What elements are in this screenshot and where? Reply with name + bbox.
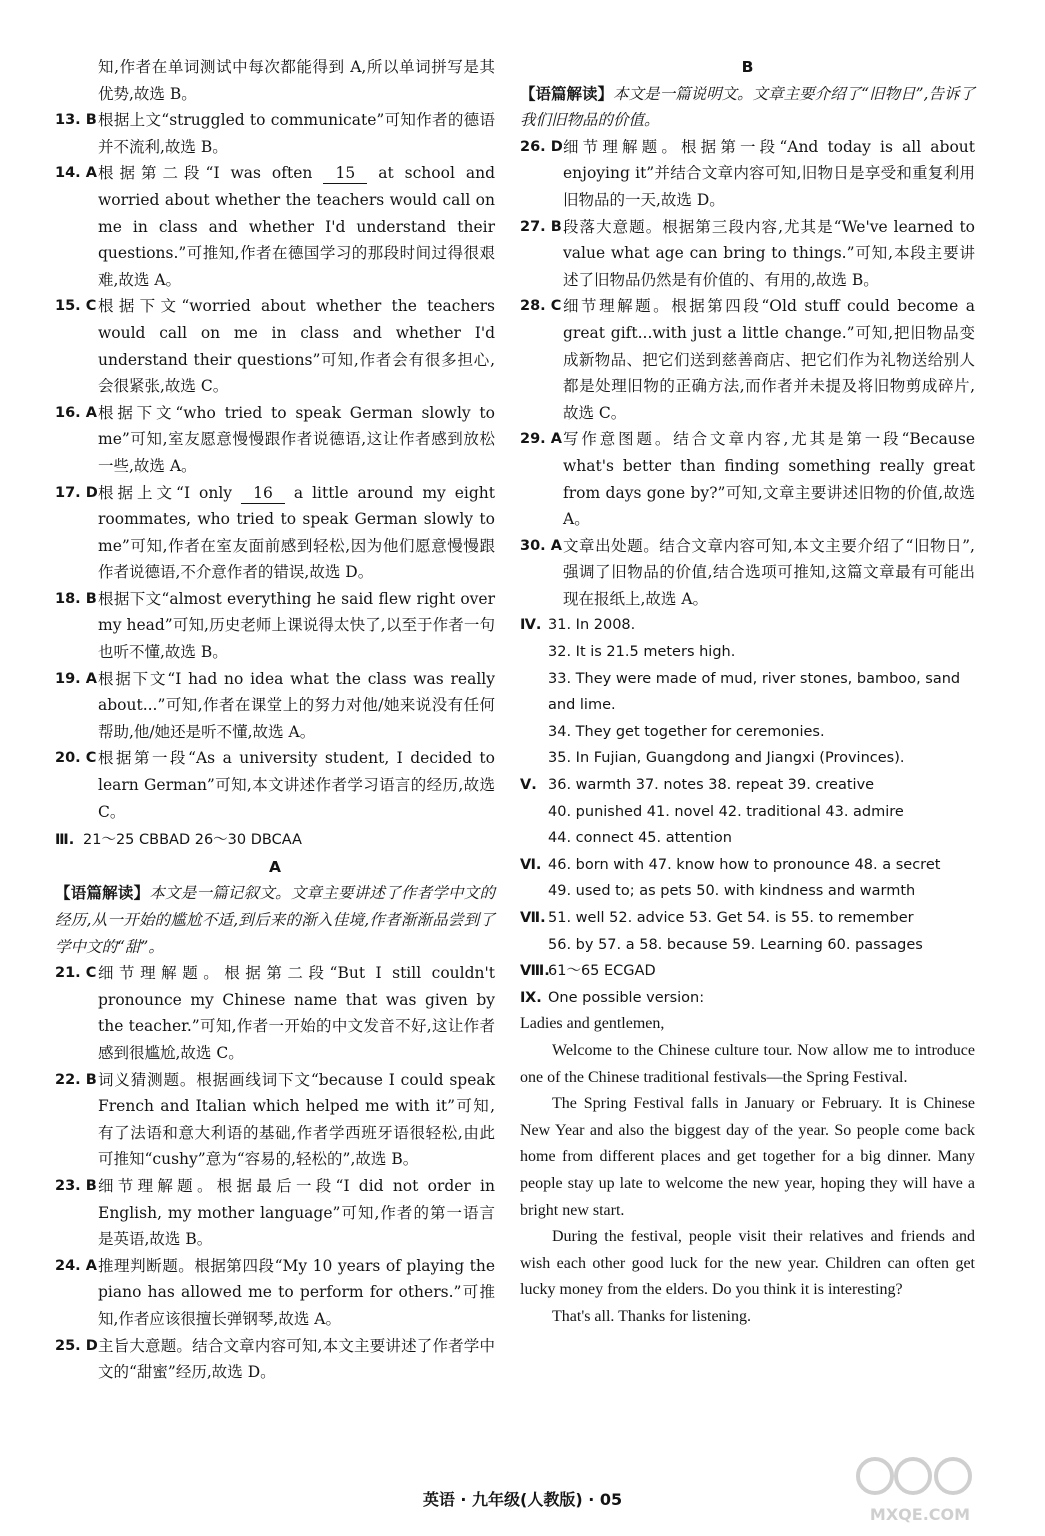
answer-item bbox=[55, 666, 495, 746]
explanation-text: a little around my eight roommates, who tried to speak German slowly to me”可知,作者在室友面前感到轻松,因为他们愿意慢慢跟作者说德语,不介意作者的错误,故选 D。 bbox=[98, 483, 495, 582]
answer-explanation bbox=[98, 1173, 495, 1253]
answers-13-20 bbox=[55, 107, 495, 825]
watermark-logo-icon bbox=[855, 1450, 985, 1528]
answer-explanation bbox=[563, 214, 975, 294]
answers-26-30 bbox=[520, 134, 975, 613]
answers-56-60: 56. by 57. a 58. because 59. Learning 60. passages bbox=[548, 936, 923, 953]
answer-explanation bbox=[98, 1253, 495, 1333]
explanation-text: 根据下文“worried about whether the teachers would call on me in class and whether I'd understand their questions”可知,作者会有很多担心,会很紧张,故选 C。 bbox=[98, 297, 495, 396]
answer-number: 26. D bbox=[520, 138, 563, 155]
answers-44-45: 44. connect 45. attention bbox=[548, 830, 732, 847]
answer-number: 24. A bbox=[55, 1257, 97, 1274]
answers-21-25 bbox=[55, 960, 495, 1386]
section-3-line bbox=[55, 827, 495, 854]
answer-item bbox=[55, 1067, 495, 1173]
passage-a-analysis bbox=[55, 880, 495, 960]
explanation-text: 主旨大意题。结合文章内容可知,本文主要讲述了作者学中文的“甜蜜”经历,故选 D。 bbox=[98, 1336, 495, 1382]
answer-number: 20. C bbox=[55, 750, 97, 767]
explanation-text: 写作意图题。结合文章内容,尤其是第一段“Because what's better than finding something really great from days gone by?”可知,文章主要讲述旧物的价值,故选 A。 bbox=[563, 430, 975, 529]
section-3-answers: 21～25 CBBAD 26～30 DBCAA bbox=[83, 832, 302, 849]
passage-a-heading: A bbox=[269, 857, 281, 876]
blank-number: 15 bbox=[323, 163, 367, 184]
explanation-text: 文章出处题。结合文章内容可知,本文主要介绍了“旧物日”,强调了旧物品的价值,结合选项可推知,这篇文章最有可能出现在报纸上,故选 A。 bbox=[563, 536, 975, 608]
section-7-numeral: Ⅶ. bbox=[520, 910, 546, 926]
answer-item bbox=[55, 745, 495, 825]
left-column bbox=[55, 54, 495, 1386]
answer-explanation bbox=[563, 533, 975, 613]
section-4-numeral: Ⅳ. bbox=[520, 617, 542, 634]
answer-31: 31. In 2008. bbox=[548, 617, 636, 634]
watermark-text: MXQE.COM bbox=[869, 1505, 971, 1524]
section-5 bbox=[520, 772, 975, 852]
explanation-text: 细节理解题。根据最后一段“I did not order in English, my mother language”可知,作者的第一语言是英语,故选 B。 bbox=[98, 1176, 495, 1249]
answer-explanation bbox=[98, 400, 495, 480]
answer-explanation bbox=[98, 1333, 495, 1386]
passage-b-heading: B bbox=[741, 58, 754, 76]
answer-item bbox=[55, 586, 495, 666]
section-9-first-line bbox=[520, 985, 975, 1012]
section-7-first-line bbox=[520, 905, 975, 932]
section-4-first-line bbox=[520, 612, 975, 639]
explanation-text: 根据下文“almost everything he said flew right over my head”可知,历史老师上课说得太快了,以至于作者一句也听不懂,故选 B。 bbox=[98, 589, 495, 662]
section-3-numeral: Ⅲ. bbox=[55, 832, 75, 849]
analysis-tag: 【语篇解读】 bbox=[55, 883, 150, 903]
section-8-numeral: Ⅷ. bbox=[520, 963, 550, 980]
answer-item bbox=[55, 160, 495, 293]
answer-item bbox=[520, 533, 975, 613]
section-8-line bbox=[520, 958, 975, 985]
page-footer: 英语 · 九年级(人教版) · 05 bbox=[422, 1490, 623, 1509]
answer-number: 21. C bbox=[55, 965, 97, 982]
answer-explanation bbox=[98, 293, 495, 399]
answer-number: 14. A bbox=[55, 165, 97, 182]
section-9 bbox=[520, 985, 975, 1331]
answer-explanation bbox=[563, 293, 975, 426]
answer-explanation bbox=[98, 1067, 495, 1173]
answer-item bbox=[55, 480, 495, 586]
essay-paragraph-2: The Spring Festival falls in January or February. It is Chinese New Year and also the biggest day of the year. So people come back home from different places and get together for a big dinner. Many people stay up late to welcome the new year, hoping they will have a bright new start. bbox=[520, 1095, 975, 1219]
answer-number: 22. B bbox=[55, 1071, 97, 1088]
analysis-text: 本文是一篇说明文。文章主要介绍了“旧物日”,告诉了我们旧物品的价值。 bbox=[520, 84, 975, 130]
answers-46-48: 46. born with 47. know how to pronounce 48. a secret bbox=[548, 856, 941, 873]
answer-item bbox=[520, 134, 975, 214]
essay-paragraph-1: Welcome to the Chinese culture tour. Now allow me to introduce one of the Chinese traditional festivals—the Spring Festival. bbox=[520, 1041, 975, 1086]
essay-closing: That's all. Thanks for listening. bbox=[552, 1307, 751, 1325]
explanation-text: 根据下文“who tried to speak German slowly to me”可知,室友愿意慢慢跟作者说德语,这让作者感到放松一些,故选 A。 bbox=[98, 403, 495, 475]
right-column bbox=[520, 54, 975, 1331]
explanation-text: 段落大意题。根据第三段内容,尤其是“We've learned to value what age can bring to things.”可知,本段主要讲述了旧物品仍然是有价值的、有用的,故选 B。 bbox=[563, 217, 975, 289]
answer-item bbox=[520, 214, 975, 294]
answer-34: 34. They get together for ceremonies. bbox=[548, 723, 825, 740]
answer-explanation bbox=[98, 745, 495, 825]
blank-number: 16 bbox=[241, 483, 285, 504]
answer-explanation bbox=[98, 666, 495, 746]
section-4 bbox=[520, 612, 975, 772]
section-7 bbox=[520, 905, 975, 958]
explanation-text: 根据第一段“As a university student, I decided to learn German”可知,本文讲述作者学习语言的经历,故选 C。 bbox=[98, 749, 495, 821]
explanation-text: 细节理解题。根据第一段“And today is all about enjoying it”并结合文章内容可知,旧物日是享受和重复利用旧物品的一天,故选 D。 bbox=[563, 137, 975, 209]
answers-51-55: 51. well 52. advice 53. Get 54. is 55. to remember bbox=[548, 910, 914, 926]
answer-number: 19. A bbox=[55, 670, 97, 687]
answer-item bbox=[520, 293, 975, 426]
answer-item bbox=[55, 293, 495, 399]
answer-number: 15. C bbox=[55, 298, 97, 315]
answer-number: 27. B bbox=[520, 218, 562, 235]
answer-number: 23. B bbox=[55, 1177, 97, 1194]
section-8-answers: 61～65 ECGAD bbox=[548, 963, 656, 980]
answer-item bbox=[55, 1333, 495, 1386]
answer-number: 28. C bbox=[520, 298, 562, 315]
explanation-text: 细节理解题。根据第二段“But I still couldn't pronounce my Chinese name that was given by the teacher.”可知,作者一开始的中文发音不好,这让作者感到很尴尬,故选 C。 bbox=[98, 964, 495, 1062]
section-6 bbox=[520, 852, 975, 905]
section-6-numeral: Ⅵ. bbox=[520, 856, 542, 873]
analysis-text: 本文是一篇记叙文。文章主要讲述了作者学中文的经历,从一开始的尴尬不适,到后来的渐入佳境,作者渐渐品尝到了学中文的“甜”。 bbox=[55, 884, 495, 956]
answer-33: 33. They were made of mud, river stones, bamboo, sand and lime. bbox=[548, 670, 961, 714]
explanation-text: 根据上文“struggled to communicate”可知作者的德语并不流利,故选 B。 bbox=[98, 111, 495, 156]
essay-intro: One possible version: bbox=[548, 989, 705, 1006]
essay-paragraph-3: During the festival, people visit their relatives and friends and wish each other good luck for the new year. Children can often get lucky money from the elders. Do you think it is interesting? bbox=[520, 1228, 975, 1299]
answers-36-39: 36. warmth 37. notes 38. repeat 39. creative bbox=[548, 777, 875, 794]
explanation-text: at school and worried about whether the teachers would call on me in class and whether I'd understand their questions.”可推知,作者在德国学习的那段时间过得很艰难,故选 A。 bbox=[98, 164, 495, 289]
explanation-text: 词义猜测题。根据画线词下文“because I could speak French and Italian which helped me with it”可知,有了法语和意大利语的基础,作者学西班牙语很轻松,由此可推知“cushy”意为“容易的,轻松的”,故选 B。 bbox=[98, 1070, 495, 1169]
answer-explanation bbox=[563, 426, 975, 532]
answer-number: 16. A bbox=[55, 404, 97, 421]
answer-explanation bbox=[98, 586, 495, 666]
model-essay bbox=[520, 1011, 975, 1330]
answer-item bbox=[55, 1253, 495, 1333]
section-6-first-line bbox=[520, 852, 975, 879]
carryover-text: 知,作者在单词测试中每次都能得到 A,所以单词拼写是其优势,故选 B。 bbox=[98, 58, 495, 103]
answer-number: 25. D bbox=[55, 1337, 98, 1354]
analysis-tag: 【语篇解读】 bbox=[520, 83, 614, 103]
explanation-text: 根据上文“I only bbox=[98, 483, 241, 502]
answer-number: 29. A bbox=[520, 431, 562, 448]
section-9-numeral: Ⅸ. bbox=[520, 989, 542, 1006]
explanation-text: 细节理解题。根据第四段“Old stuff could become a great gift...with just a little change.”可知,把旧物品变成新物品、把它们送到慈善商店、把它们作为礼物送给别人都是处理旧物的正确方法,而作者并未提及将旧物剪成碎片,故选 C。 bbox=[563, 297, 975, 422]
answers-40-43: 40. punished 41. novel 42. traditional 43. admire bbox=[548, 803, 904, 820]
answer-item bbox=[55, 960, 495, 1066]
answer-32: 32. It is 21.5 meters high. bbox=[548, 644, 736, 661]
answers-49-50: 49. used to; as pets 50. with kindness and warmth bbox=[548, 883, 916, 900]
answer-item bbox=[520, 426, 975, 532]
answer-35: 35. In Fujian, Guangdong and Jiangxi (Provinces). bbox=[548, 750, 905, 767]
section-5-numeral: Ⅴ. bbox=[520, 777, 537, 794]
section-5-first-line bbox=[520, 772, 975, 799]
carryover-paragraph bbox=[55, 54, 495, 107]
answer-item bbox=[55, 107, 495, 160]
explanation-text: 根据下文“I had no idea what the class was really about...”可知,作者在课堂上的努力对他/她来说没有任何帮助,他/她还是听不懂,故选 A。 bbox=[98, 669, 495, 741]
answer-item bbox=[55, 1173, 495, 1253]
answer-number: 13. B bbox=[55, 112, 97, 129]
answer-number: 17. D bbox=[55, 484, 98, 501]
answer-explanation bbox=[98, 960, 495, 1066]
answer-item bbox=[55, 400, 495, 480]
answer-number: 18. B bbox=[55, 590, 97, 607]
answer-explanation bbox=[98, 107, 495, 160]
answer-explanation bbox=[563, 134, 975, 214]
explanation-text: 根据第二段“I was often bbox=[98, 164, 324, 183]
explanation-text: 推理判断题。根据第四段“My 10 years of playing the piano has allowed me to perform for others.”可推知,作者应该很擅长弹钢琴,故选 A。 bbox=[98, 1256, 495, 1328]
answer-explanation bbox=[98, 160, 495, 293]
answer-explanation bbox=[98, 480, 495, 586]
passage-b-analysis bbox=[520, 81, 975, 134]
answer-number: 30. A bbox=[520, 537, 562, 554]
essay-greeting: Ladies and gentlemen, bbox=[520, 1015, 665, 1033]
